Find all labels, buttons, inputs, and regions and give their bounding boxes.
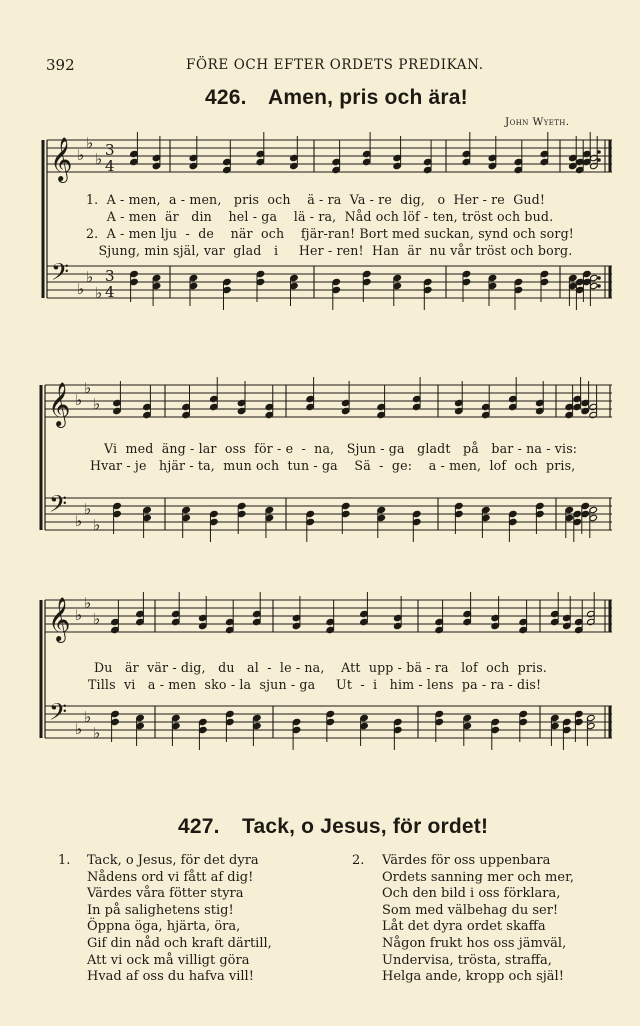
verse-1 xyxy=(87,853,272,986)
flat-icon: ♭ xyxy=(75,720,83,738)
verse-line: Någon frukt hos oss jämväl, xyxy=(382,935,567,951)
bass-clef-icon: 𝄢 xyxy=(49,698,68,731)
flat-icon: ♭ xyxy=(84,594,92,612)
verse-line: Och den bild i oss förklara, xyxy=(382,886,561,902)
flat-icon: ♭ xyxy=(75,391,83,409)
bass-clef-icon: 𝄢 xyxy=(49,490,68,523)
verse-line: Värdes för oss uppenbara xyxy=(382,853,551,868)
hymn-427-title: Tack, o Jesus, för ordet! xyxy=(242,815,489,838)
verse-2 xyxy=(382,853,574,986)
hymn-426-number: 426. xyxy=(205,86,247,109)
flat-icon: ♭ xyxy=(93,724,101,742)
system1-lyric-1: 1. A - men, a - men, pris och ä - ra Va - re dig, o Her - re Gud! xyxy=(86,192,546,207)
flat-icon: ♭ xyxy=(84,708,92,726)
verse-line: In på salighetens stig! xyxy=(87,902,234,918)
system3-lyric-2: Tills vi a - men sko - la sjun - ga Ut - i him - lens pa - ra - dis! xyxy=(88,677,542,692)
flat-icon: ♭ xyxy=(75,606,83,624)
repeat-dot xyxy=(597,150,601,154)
verse-1-number: 1. xyxy=(58,853,71,868)
verse-line: Hvad af oss du hafva vill! xyxy=(87,969,254,985)
page-number: 392 xyxy=(46,56,75,74)
bass-clef-icon: 𝄢 xyxy=(51,258,70,291)
flat-icon: ♭ xyxy=(86,134,94,152)
time-signature-bottom: 4 xyxy=(105,157,115,175)
system3-lyric-1: Du är vär - dig, du al - le - na, Att upp - bä - ra lof och pris. xyxy=(94,660,547,675)
flat-icon: ♭ xyxy=(84,379,92,397)
verse-2-number: 2. xyxy=(352,853,365,868)
running-head: FÖRE OCH EFTER ORDETS PREDIKAN. xyxy=(186,57,484,73)
verse-line: Ordets sanning mer och mer, xyxy=(382,869,574,885)
flat-icon: ♭ xyxy=(77,146,85,164)
flat-icon: ♭ xyxy=(95,284,103,302)
flat-icon: ♭ xyxy=(93,610,101,628)
treble-clef-icon: 𝄞 xyxy=(50,137,73,181)
verse-line: Öppna öga, hjärta, öra, xyxy=(87,919,241,935)
verse-line: Gif din nåd och kraft därtill, xyxy=(87,935,272,951)
time-signature-bottom: 4 xyxy=(105,283,115,301)
flat-icon: ♭ xyxy=(95,150,103,168)
flat-icon: ♭ xyxy=(86,268,94,286)
flat-icon: ♭ xyxy=(84,500,92,518)
hymn-426-title: Amen, pris och ära! xyxy=(268,86,468,109)
flat-icon: ♭ xyxy=(75,512,83,530)
system1-lyric-4: Sjung, min själ, var glad i Her - ren! Han är nu vår tröst och borg. xyxy=(86,243,573,258)
verse-line: Att vi ock må villigt göra xyxy=(87,952,250,968)
verse-line: Nådens ord vi fått af dig! xyxy=(87,869,254,885)
verse-line: Värdes våra fötter styra xyxy=(87,886,244,902)
time-signature-top: 3 xyxy=(105,141,115,159)
system1-lyric-3: 2. A - men lju - de när och fjär-ran! Bort med suckan, synd och sorg! xyxy=(86,226,574,241)
hymn-427-number: 427. xyxy=(178,815,220,838)
flat-icon: ♭ xyxy=(93,516,101,534)
treble-clef-icon: 𝄞 xyxy=(48,597,71,641)
system2-lyric-1: Vi med äng - lar oss för - e - na, Sjun - ga gladt på bar - na - vis: xyxy=(104,441,578,456)
treble-clef-icon: 𝄞 xyxy=(48,382,71,426)
flat-icon: ♭ xyxy=(93,395,101,413)
verse-line: Tack, o Jesus, för det dyra xyxy=(87,853,259,868)
system1-lyric-2: A - men är din hel - ga lä - ra, Nåd och löf - ten, tröst och bud. xyxy=(86,209,554,224)
verse-line: Undervisa, trösta, straffa, xyxy=(382,952,552,968)
time-signature-top: 3 xyxy=(105,267,115,285)
verse-line: Helga ande, kropp och själ! xyxy=(382,969,564,985)
flat-icon: ♭ xyxy=(77,280,85,298)
verse-line: Låt det dyra ordet skaffa xyxy=(382,919,546,935)
system2-lyric-2: Hvar - je hjär - ta, mun och tun - ga Sä - ge: a - men, lof och pris, xyxy=(90,458,576,473)
composer-credit: John Wyeth. xyxy=(505,116,570,128)
verse-line: Som med välbehag du ser! xyxy=(382,902,559,918)
